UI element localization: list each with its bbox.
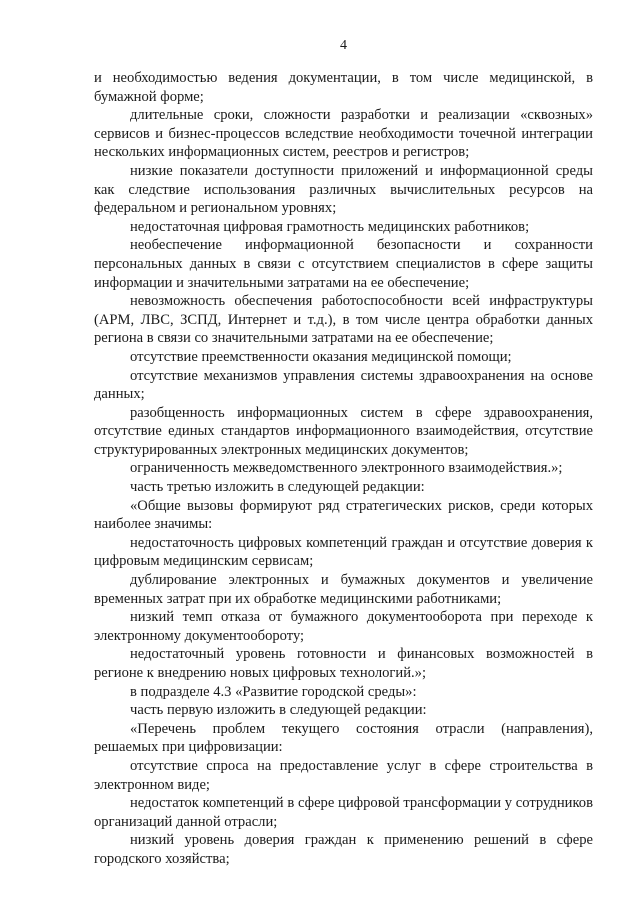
paragraph: недостаточность цифровых компетенций граждан и отсутствие доверия к цифровым медицинским сервисам; <box>94 534 593 570</box>
paragraph: недостаток компетенций в сфере цифровой трансформации у сотрудников организаций данной отрасли; <box>94 795 593 830</box>
paragraph: длительные сроки, сложности разработки и реализации «сквозных» сервисов и бизнес-процессов вследствие необходимости точечной интеграции нескольких информационных систем, реестров и регистров; <box>94 107 593 161</box>
paragraph: разобщенность информационных систем в сфере здравоохранения, отсутствие единых стандартов информационного взаимодействия, отсутствие структурированных электронных медицинских документов; <box>94 404 593 458</box>
paragraph: ограниченность межведомственного электронного взаимодействия.»; <box>130 460 563 477</box>
paragraph: низкие показатели доступности приложений и информационной среды как следствие использования различных вычислительных ресурсов на федеральном и региональном уровнях; <box>94 162 593 217</box>
paragraph: невозможность обеспечения работоспособности всей инфраструктуры (АРМ, ЛВС, ЗСПД, Интернет и т.д.), в том числе центра обработки данных региона в связи со значительными затратами на ее обеспечение; <box>94 293 593 347</box>
paragraph: отсутствие преемственности оказания медицинской помощи; <box>130 348 512 365</box>
paragraph: «Перечень проблем текущего состояния отрасли (направления), решаемых при цифровизации: <box>94 720 593 756</box>
paragraph: отсутствие спроса на предоставление услуг в сфере строительства в электронном виде; <box>94 757 593 793</box>
paragraph: «Общие вызовы формируют ряд стратегических рисков, среди которых наиболее значимы: <box>94 497 593 533</box>
paragraph: часть первую изложить в следующей редакции: <box>130 702 427 719</box>
paragraph: недостаточный уровень готовности и финансовых возможностей в регионе к внедрению новых цифровых технологий.»; <box>94 646 593 681</box>
paragraph: часть третью изложить в следующей редакции: <box>130 479 425 496</box>
paragraph: в подразделе 4.3 «Развитие городской среды»: <box>130 683 417 700</box>
paragraph: отсутствие механизмов управления системы здравоохранения на основе данных; <box>94 367 593 403</box>
paragraph: недостаточная цифровая грамотность медицинских работников; <box>130 218 530 235</box>
page-number: 4 <box>340 38 347 53</box>
paragraph: необеспечение информационной безопасности и сохранности персональных данных в связи с отсутствием специалистов в сфере защиты информации и значительными затратами на ее обеспечение; <box>94 237 593 291</box>
paragraph: дублирование электронных и бумажных документов и увеличение временных затрат при их обработке медицинскими работниками; <box>94 572 593 607</box>
paragraph: и необходимостью ведения документации, в том числе медицинской, в бумажной форме; <box>94 70 593 105</box>
document-body <box>94 69 593 869</box>
paragraph: низкий уровень доверия граждан к применению решений в сфере городского хозяйства; <box>94 832 593 867</box>
paragraph: низкий темп отказа от бумажного документооборота при переходе к электронному документообороту; <box>94 609 593 644</box>
